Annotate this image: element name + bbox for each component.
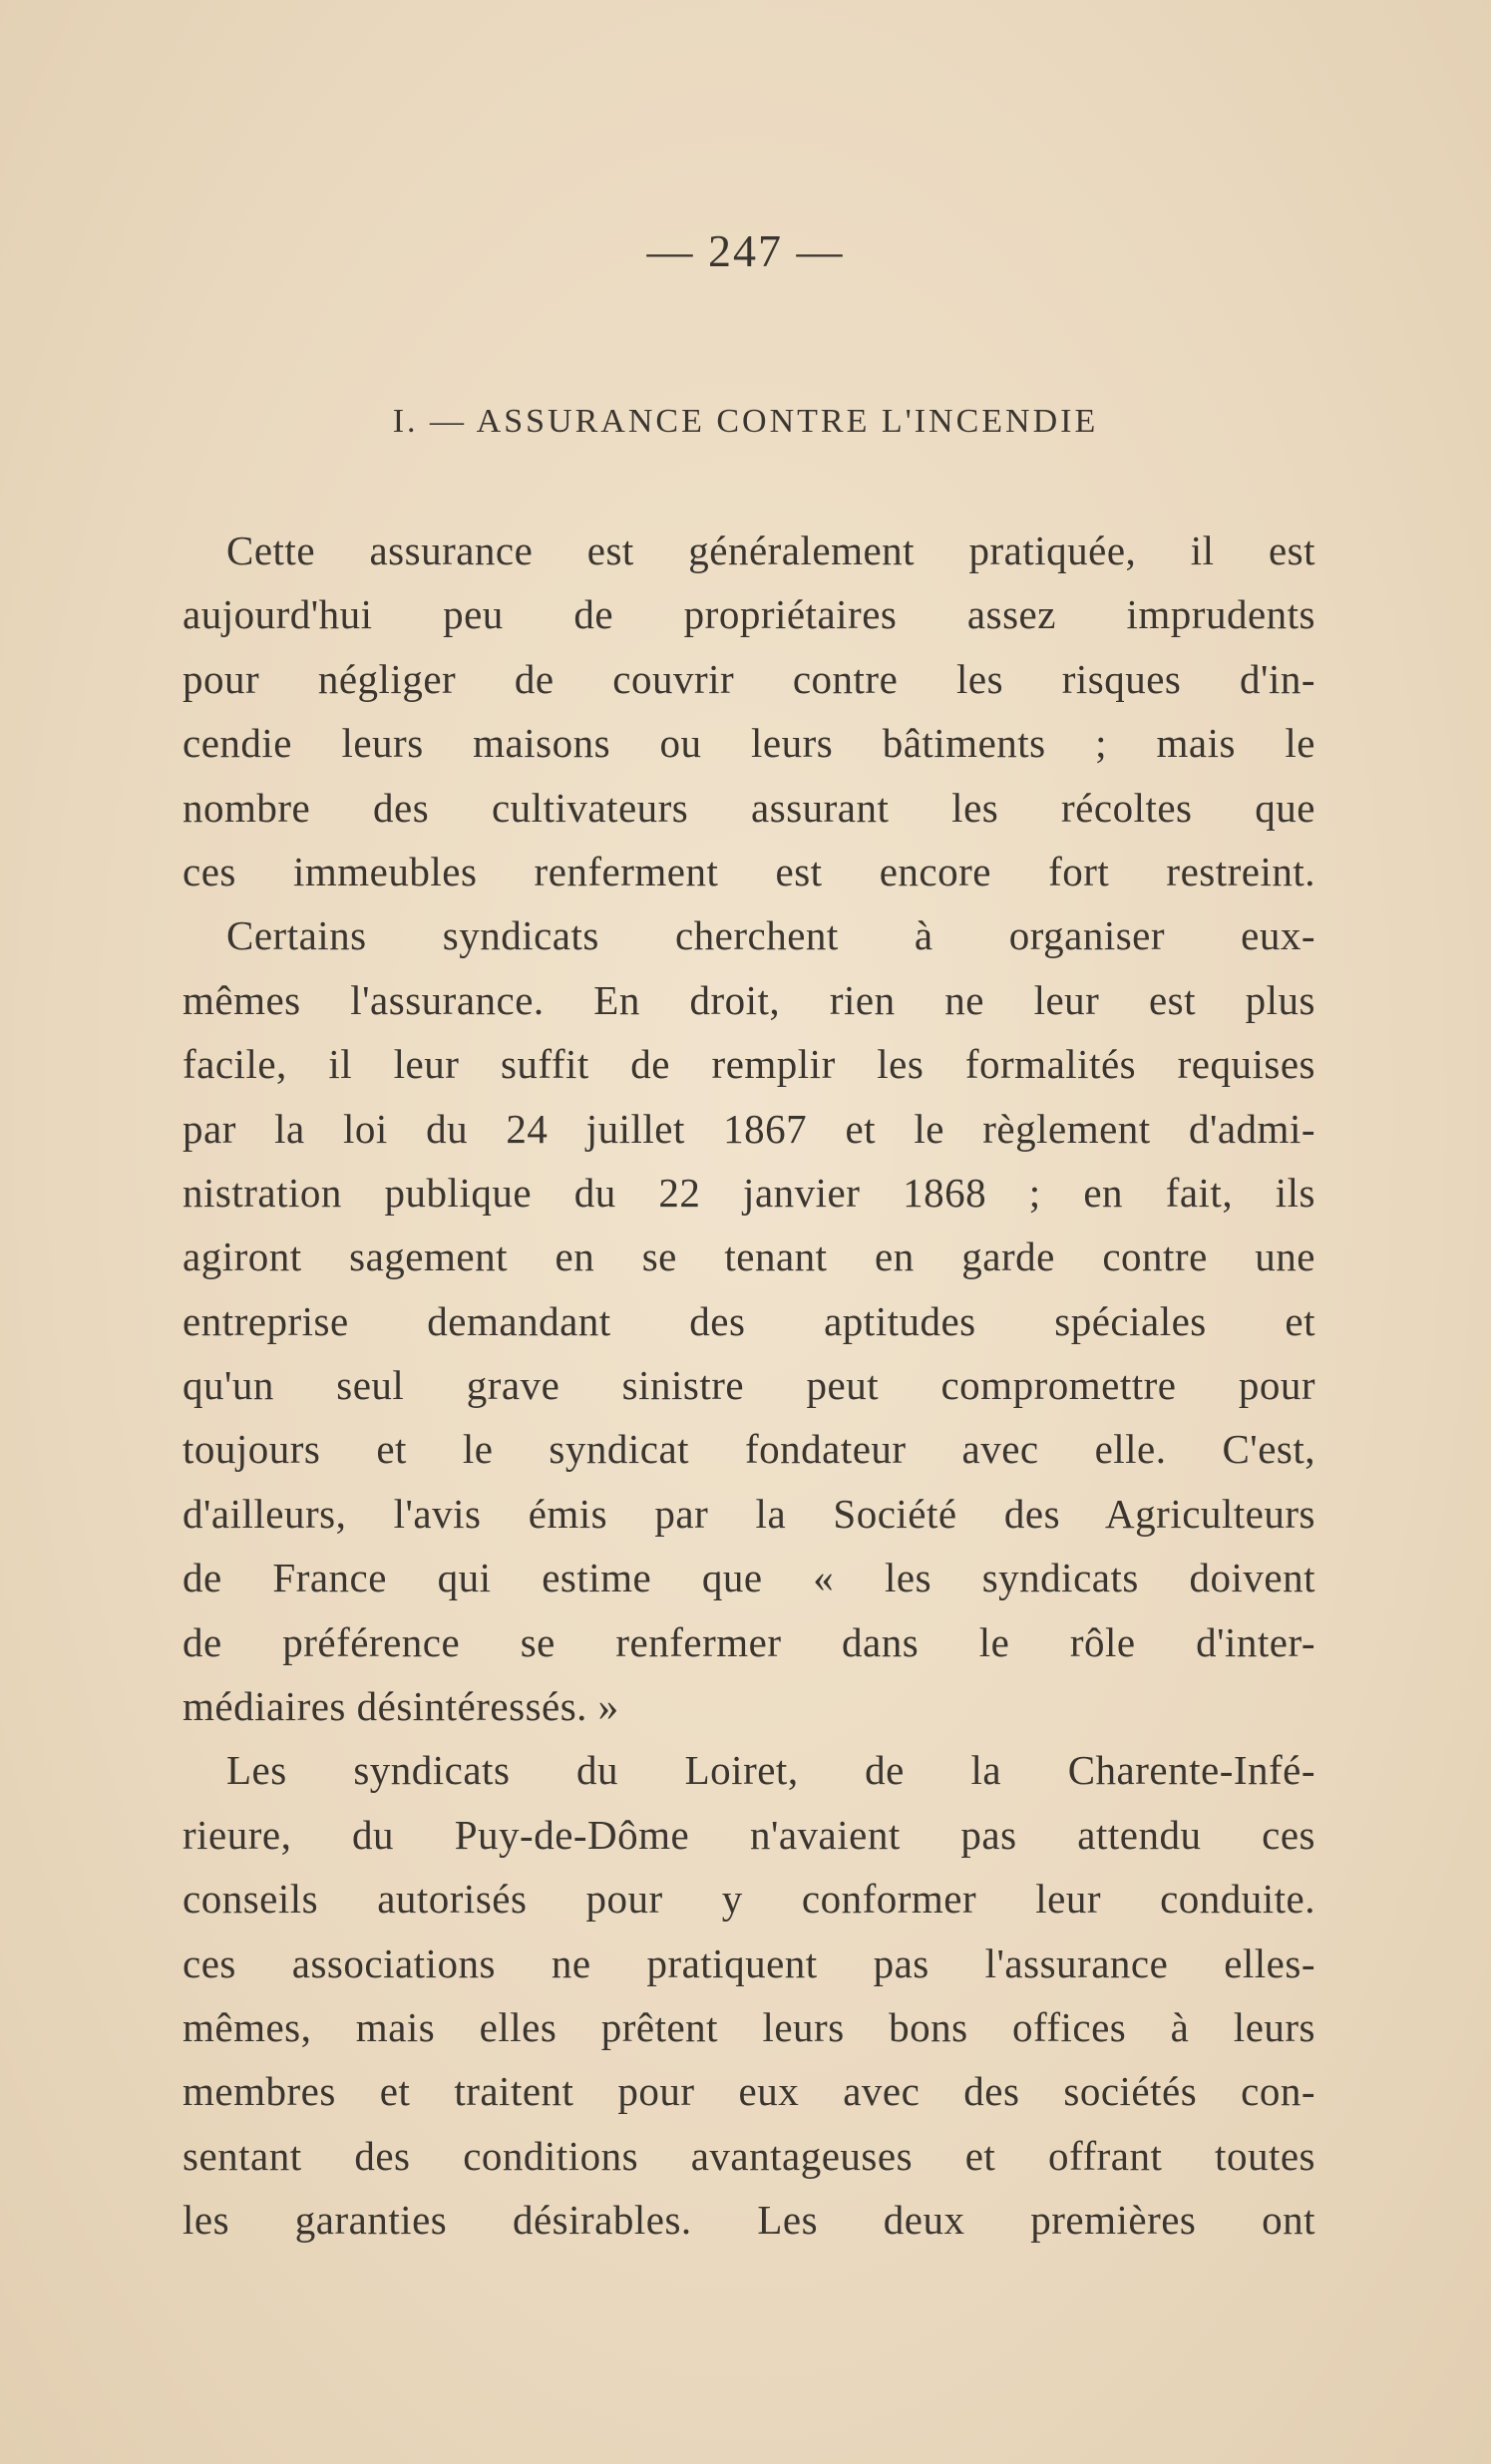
text-line: entreprise demandant des aptitudes spéciales et xyxy=(183,1297,1315,1344)
text-line: membres et traitent pour eux avec des sociétés con- xyxy=(183,2068,1315,2115)
text-line: conseils autorisés pour y conformer leur conduite. xyxy=(183,1876,1315,1923)
text-line: d'ailleurs, l'avis émis par la Société des Agriculteurs xyxy=(183,1490,1315,1537)
text-line: nombre des cultivateurs assurant les récoltes que xyxy=(183,784,1315,831)
text-line: médiaires désintéressés. » xyxy=(183,1683,619,1730)
section-heading: I. — ASSURANCE CONTRE L'INCENDIE xyxy=(392,403,1099,440)
page-number: — 247 — xyxy=(646,225,845,276)
text-line: aujourd'hui peu de propriétaires assez imprudents xyxy=(183,591,1315,638)
text-line: sentant des conditions avantageuses et offrant toutes xyxy=(183,2132,1315,2179)
text-line: agiront sagement en se tenant en garde contre une xyxy=(183,1233,1315,1280)
text-line: pour négliger de couvrir contre les risques d'in- xyxy=(183,655,1315,702)
text-line: de préférence se renfermer dans le rôle d'inter- xyxy=(183,1618,1315,1665)
text-line: mêmes, mais elles prêtent leurs bons offices à leurs xyxy=(183,2003,1315,2050)
text-line: les garanties désirables. Les deux premières ont xyxy=(183,2197,1315,2244)
text-line: cendie leurs maisons ou leurs bâtiments ; mais le xyxy=(183,720,1315,767)
body-text xyxy=(183,519,1315,2253)
text-line: de France qui estime que « les syndicats doivent xyxy=(183,1555,1315,1601)
text-line: ces associations ne pratiquent pas l'assurance elles- xyxy=(183,1939,1315,1986)
text-line: qu'un seul grave sinistre peut compromettre pour xyxy=(183,1362,1315,1409)
text-line: ces immeubles renferment est encore fort restreint. xyxy=(183,848,1315,894)
text-line: rieure, du Puy-de-Dôme n'avaient pas attendu ces xyxy=(183,1811,1315,1858)
text-line: Les syndicats du Loiret, de la Charente-Infé- xyxy=(226,1747,1315,1794)
text-line: nistration publique du 22 janvier 1868 ; en fait, ils xyxy=(183,1169,1315,1216)
text-line: facile, il leur suffit de remplir les formalités requises xyxy=(183,1041,1315,1088)
text-line: Certains syndicats cherchent à organiser eux- xyxy=(226,912,1315,959)
text-line: mêmes l'assurance. En droit, rien ne leur est plus xyxy=(183,976,1315,1023)
text-line: par la loi du 24 juillet 1867 et le règlement d'admi- xyxy=(183,1105,1315,1152)
text-line: Cette assurance est généralement pratiquée, il est xyxy=(226,528,1315,573)
text-line: toujours et le syndicat fondateur avec elle. C'est, xyxy=(183,1426,1315,1473)
